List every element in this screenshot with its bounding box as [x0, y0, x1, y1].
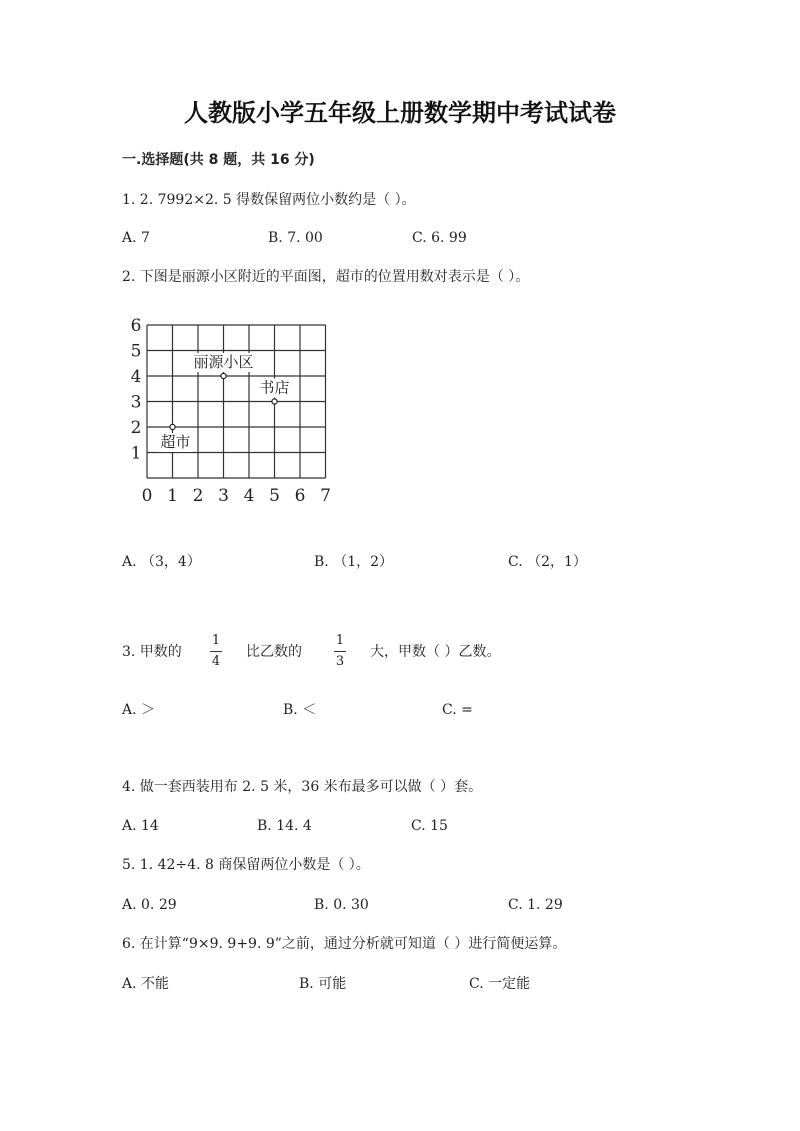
map-y-tick-label: 2 [130, 418, 142, 438]
map-x-tick-label: 0 [141, 486, 153, 506]
question-5-stem: 5. 1. 42÷4. 8 商保留两位小数是（ ）。 [122, 857, 370, 873]
page-title: 人教版小学五年级上册数学期中考试试卷 [184, 98, 616, 127]
map-x-tick-label: 6 [294, 486, 306, 506]
question-5-option-b: B. 0. 30 [314, 897, 369, 913]
map-point [170, 424, 175, 429]
map-x-tick-label: 1 [167, 486, 178, 506]
question-3-option-c: C. = [442, 702, 473, 718]
question-2-option-c: C. （2，1） [508, 554, 587, 570]
question-6-option-b: B. 可能 [299, 976, 347, 992]
map-point-label: 超市 [160, 433, 191, 451]
map-point [221, 373, 226, 378]
question-2-stem: 2. 下图是丽源小区附近的平面图，超市的位置用数对表示是（ ）。 [122, 269, 530, 285]
question-3-stem-part-2: 比乙数的 [246, 644, 302, 660]
map-grid [147, 325, 326, 478]
map-y-tick-label: 1 [130, 443, 142, 464]
fraction-one-quarter [209, 634, 223, 669]
map-x-tick-label: 5 [269, 486, 280, 506]
section-heading: 一.选择题(共 8 题，共 16 分) [122, 152, 315, 168]
fraction-bar [334, 651, 346, 652]
question-5-option-a: A. 0. 29 [122, 897, 177, 913]
map-y-tick-label: 5 [130, 341, 142, 362]
neighborhood-map [120, 318, 340, 518]
question-3-stem-part-1: 3. 甲数的 [122, 644, 182, 660]
map-points [159, 353, 292, 452]
question-1-option-a: A. 7 [122, 230, 150, 246]
map-point [272, 399, 277, 404]
fraction-one-third [333, 634, 347, 669]
question-6-stem: 6. 在计算“9×9. 9+9. 9”之前，通过分析就可知道（ ）进行简便运算。 [122, 936, 567, 952]
map-x-tick-label: 2 [192, 486, 204, 506]
map-y-tick-label: 3 [130, 392, 142, 413]
fraction-bar [210, 651, 222, 652]
map-point-label: 丽源小区 [193, 353, 254, 371]
question-1-option-c: C. 6. 99 [412, 230, 467, 246]
question-1-option-b: B. 7. 00 [268, 230, 323, 246]
map-y-tick-label: 4 [130, 367, 142, 387]
question-2-option-a: A. （3，4） [122, 554, 201, 570]
map-x-tick-label: 3 [218, 486, 229, 506]
map-x-tick-label: 4 [243, 486, 255, 506]
question-3-option-a: A. ＞ [122, 702, 156, 718]
question-3-option-b: B. ＜ [283, 702, 317, 718]
fraction-denominator: 3 [335, 654, 345, 669]
question-6-option-a: A. 不能 [122, 976, 170, 992]
question-2-option-b: B. （1，2） [314, 554, 394, 570]
fraction-denominator: 4 [211, 654, 221, 669]
fraction-numerator: 1 [335, 633, 345, 648]
map-y-tick-label: 6 [130, 318, 142, 336]
question-6-option-c: C. 一定能 [469, 976, 531, 992]
question-4-option-b: B. 14. 4 [257, 818, 312, 834]
question-4-option-a: A. 14 [122, 818, 159, 834]
question-5-option-c: C. 1. 29 [508, 897, 563, 913]
question-4-option-c: C. 15 [411, 818, 448, 834]
question-4-stem: 4. 做一套西装用布 2. 5 米，36 米布最多可以做（ ）套。 [122, 779, 483, 795]
question-1-stem: 1. 2. 7992×2. 5 得数保留两位小数约是（ ）。 [122, 192, 416, 208]
fraction-numerator: 1 [211, 633, 221, 648]
map-point-label: 书店 [259, 378, 290, 397]
question-3-stem-part-3: 大，甲数（ ）乙数。 [370, 644, 501, 660]
map-x-tick-label: 7 [320, 486, 331, 506]
